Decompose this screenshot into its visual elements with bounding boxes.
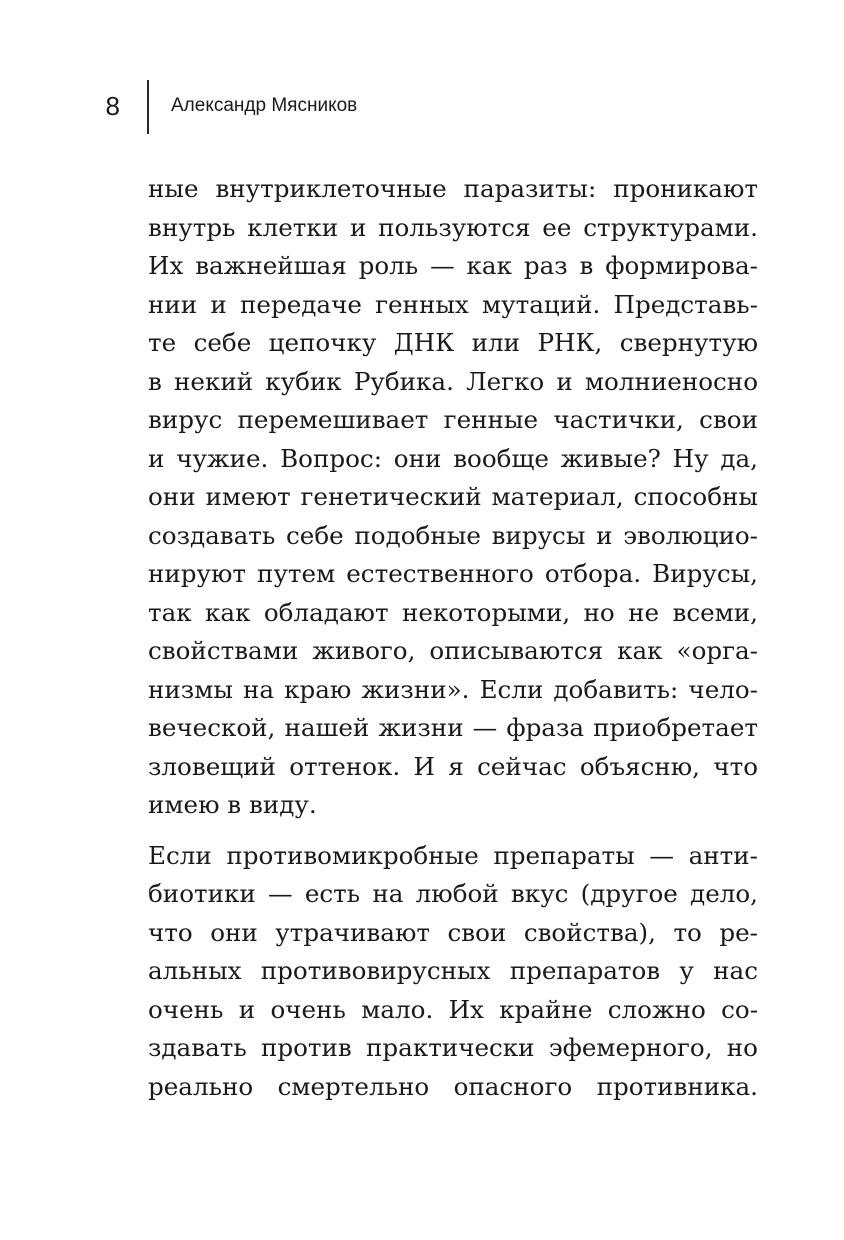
text-line: Если противомикробные препараты — анти-: [148, 840, 758, 870]
text-line: зловещий оттенок. И я сейчас объясню, что: [148, 751, 758, 781]
text-line: биотики — есть на любой вкус (другое дело,: [148, 879, 758, 908]
text-line: внутрь клетки и пользуются ее структурами.: [148, 212, 758, 242]
text-line: вирус перемешивает генные частички, свои: [148, 405, 758, 434]
text-line: Их важнейшая роль — как раз в формирова-: [148, 251, 758, 280]
text-line: они имеют генетический материал, способны: [148, 482, 758, 511]
text-line: ные внутриклеточные паразиты: проникают: [148, 174, 758, 203]
text-line: веческой, нашей жизни — фраза приобретает: [148, 713, 758, 742]
text-line: нии и передаче генных мутаций. Представь-: [148, 289, 758, 319]
body-text: [148, 170, 758, 1106]
text-line: свойствами живого, описываются как «орга-: [148, 636, 758, 665]
text-line: реально смертельно опасного противника.: [148, 1071, 758, 1101]
text-line: низмы на краю жизни». Если добавить: чело-: [148, 674, 758, 704]
running-head-author: Александр Мясников: [171, 95, 358, 116]
text-line: имею в виду.: [148, 790, 317, 819]
page-header: [0, 0, 844, 140]
text-line: так как обладают некоторыми, но не всеми,: [148, 597, 758, 627]
text-line: создавать себе подобные вирусы и эволюцио-: [148, 520, 758, 550]
text-line: здавать против практически эфемерного, но: [148, 1033, 758, 1062]
paragraph-2: [148, 837, 758, 1107]
paragraph-1: [148, 170, 758, 825]
text-line: нируют путем естественного отбора. Вирусы,: [148, 559, 758, 588]
text-line: в некий кубик Рубика. Легко и молниеносно: [148, 366, 758, 396]
text-line: очень и очень мало. Их крайне сложно со-: [148, 994, 758, 1024]
text-line: что они утрачивают свои свойства), то ре-: [148, 917, 758, 947]
text-line: и чужие. Вопрос: они вообще живые? Ну да,: [148, 443, 758, 473]
page-number: 8: [105, 91, 120, 121]
text-line: те себе цепочку ДНК или РНК, свернутую: [148, 328, 758, 357]
text-line: альных противовирусных препаратов у нас: [148, 956, 758, 985]
header-divider: [147, 80, 149, 134]
